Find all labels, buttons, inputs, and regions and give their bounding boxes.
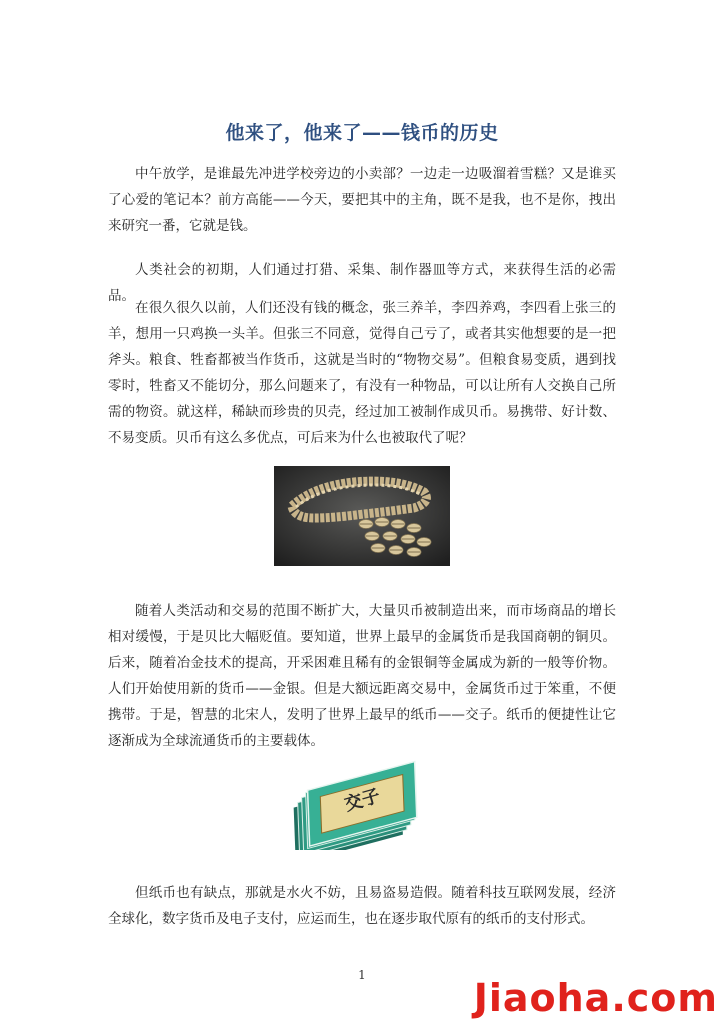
page-number: 1 bbox=[358, 968, 366, 982]
paragraph-metal-currency: 随着人类活动和交易的范围不断扩大，大量贝币被制造出来，而市场商品的增长相对缓慢，于是贝比大幅贬值。要知道，世界上最早的金属货币是我国商朝的铜贝。后来，随着冶金技术的提高，开采困难且稀有的金银铜等金属成为新的一般等价物。人们开始使用新的货币——金银。但是大额远距离交易中，金属货币过于笨重，不便携带。于是，智慧的北宋人，发明了世界上最早的纸币——交子。纸币的便捷性让它逐渐成为全球流通货币的主要载体。 bbox=[108, 603, 616, 749]
page-title: 他来了，他来了——钱币的历史 bbox=[225, 122, 499, 144]
paragraph-digital-currency: 但纸币也有缺点，那就是水火不妨，且易盗易造假。随着科技互联网发展，经济全球化，数字货币及电子支付，应运而生，也在逐步取代原有的纸币的支付形式。 bbox=[108, 885, 616, 927]
paragraph-early-society: 人类社会的初期，人们通过打猎、采集、制作器皿等方式，来获得生活的必需品。 bbox=[108, 262, 616, 304]
site-watermark: Jiaoha.com bbox=[473, 976, 718, 1020]
paragraph-intro: 中午放学，是谁最先冲进学校旁边的小卖部？一边走一边吸溜着雪糕？又是谁买了心爱的笔记本？前方高能——今天，要把其中的主角，既不是我，也不是你，拽出来研究一番，它就是钱。 bbox=[108, 166, 616, 234]
notes-label: 交子 bbox=[342, 785, 383, 816]
paragraph-barter: 在很久很久以前，人们还没有钱的概念，张三养羊，李四养鸡，李四看上张三的羊，想用一只鸡换一头羊。但张三不同意，觉得自己亏了，或者其实他想要的是一把斧头。粮食、牲畜都被当作货币，这就是当时的“物物交易”。但粮食易变质，遇到找零时，牲畜又不能切分，那么问题来了，有没有一种物品，可以让所有人交换自己所需的物资。就这样，稀缺而珍贵的贝壳，经过加工被制作成贝币。易携带、好计数、不易变质。贝币有这么多优点，可后来为什么也被取代了呢？ bbox=[108, 300, 616, 446]
shell-money-image bbox=[274, 466, 450, 566]
jiaozi-notes-image bbox=[282, 744, 442, 850]
